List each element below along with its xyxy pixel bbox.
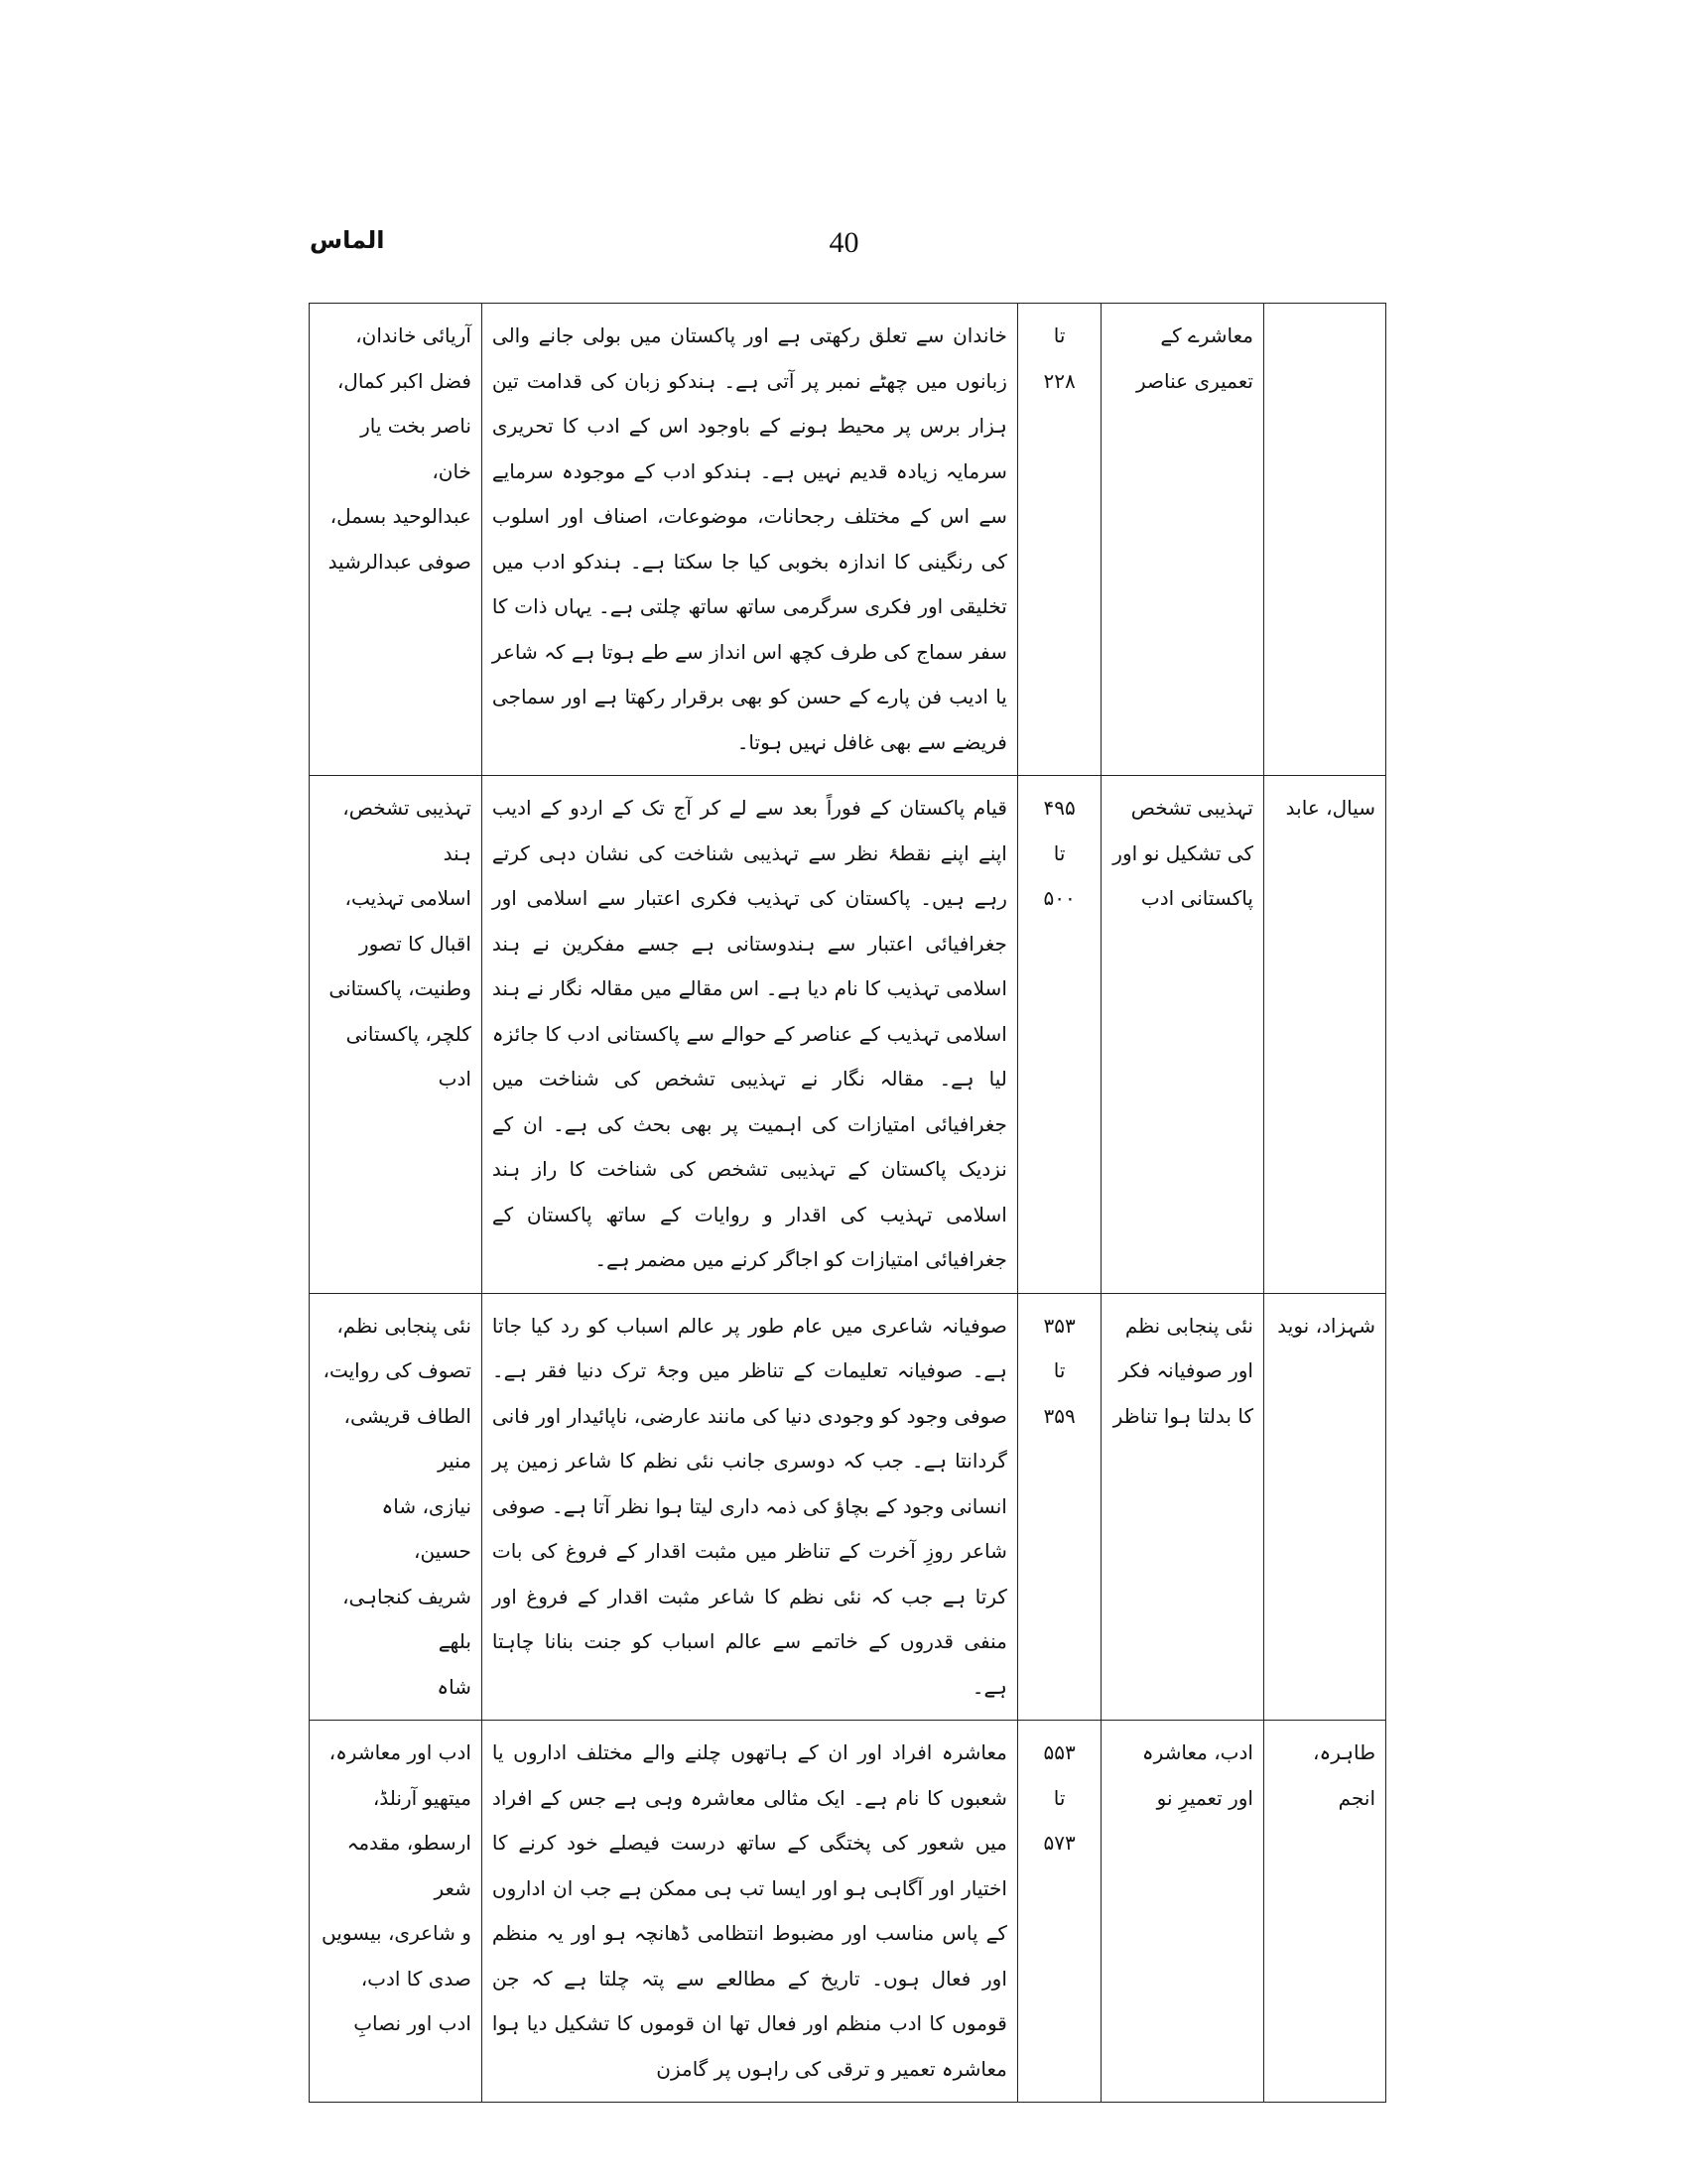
keyword-line: تصوف کی روایت، xyxy=(323,1358,471,1382)
author-cell: سیال، عابد xyxy=(1263,776,1385,1294)
keyword-line: ادب اور معاشرہ، xyxy=(328,1740,471,1764)
title-cell: معاشرے کے تعمیری عناصر xyxy=(1102,304,1264,776)
keywords-cell xyxy=(310,1293,482,1721)
pages-line: ۵۰۰ xyxy=(1043,886,1076,910)
page-number: 40 xyxy=(829,226,859,259)
author-cell: طاہرہ، انجم xyxy=(1263,1721,1385,2103)
table-row xyxy=(310,1293,1386,1721)
keyword-line: میتھیو آرنلڈ، xyxy=(372,1785,471,1810)
abstract-cell: صوفیانہ شاعری میں عام طور پر عالم اسباب کو رد کیا جاتا ہے۔ صوفیانہ تعلیمات کے تناظر میں وجۂ ترک دنیا فقر ہے۔ صوفی وجود کو وجودی دنیا کی مانند عارضی، ناپائیدار اور فانی گردانتا ہے۔ جب کہ دوسری جانب نئی نظم کا شاعر زمین پر انسانی وجود کے بچاؤ کی ذمہ داری لیتا ہوا نظر آتا ہے۔ صوفی شاعر روزِ آخرت کے تناظر میں مثبت اقدار کے فروغ کی بات کرتا ہے جب کہ نئی نظم کا شاعر مثبت اقدار کے فروغ اور منفی قدروں کے خاتمے سے عالم اسباب کو جنت بنانا چاہتا ہے۔ xyxy=(481,1293,1017,1721)
keyword-line: فضل اکبر کمال، xyxy=(336,368,471,393)
abstract-cell: قیام پاکستان کے فوراً بعد سے لے کر آج تک کے اردو کے ادیب اپنے اپنے نقطۂ نظر سے تہذیبی شناخت کی نشان دہی کرتے رہے ہیں۔ پاکستان کی تہذیب فکری اعتبار سے اسلامی اور جغرافیائی اعتبار سے ہندوستانی ہے جسے مفکرین نے ہند اسلامی تہذیب کا نام دیا ہے۔ اس مقالے میں مقالہ نگار نے ہند اسلامی تہذیب کے عناصر کے حوالے سے پاکستانی ادب کا جائزہ لیا ہے۔ مقالہ نگار نے تہذیبی تشخص کی شناخت میں جغرافیائی امتیازات کی اہمیت پر بھی بحث کی ہے۔ ان کے نزدیک پاکستان کے تہذیبی تشخص کی شناخت کا راز ہند اسلامی تہذیب کی اقدار و روایات کے ساتھ پاکستان کے جغرافیائی امتیازات کو اجاگر کرنے میں مضمر ہے۔ xyxy=(481,776,1017,1294)
abstract-cell: معاشرہ افراد اور ان کے ہاتھوں چلنے والے مختلف اداروں یا شعبوں کا نام ہے۔ ایک مثالی معاشرہ وہی ہے جس کے افراد میں شعور کی پختگی کے ساتھ درست فیصلے خود کرنے کا اختیار اور آگاہی ہو اور ایسا تب ہی ممکن ہے جب ان اداروں کے پاس مناسب اور مضبوط انتظامی ڈھانچہ ہو اور یہ منظم اور فعال ہوں۔ تاریخ کے مطالعے سے پتہ چلتا ہے کہ جن قوموں کا ادب منظم اور فعال تھا ان قوموں کا تشکیل دیا ہوا معاشرہ تعمیر و ترقی کی راہوں پر گامزن xyxy=(481,1721,1017,2103)
journal-name: الماس xyxy=(310,226,385,254)
keyword-line: آریائی خاندان، xyxy=(355,323,471,347)
keywords-cell xyxy=(310,776,482,1294)
table-row xyxy=(310,1721,1386,2103)
keyword-line: عبدالوحید بسمل، xyxy=(329,504,471,528)
title-cell: نئی پنجابی نظم اور صوفیانہ فکر کا بدلتا ہوا تناظر xyxy=(1102,1293,1264,1721)
keywords-cell xyxy=(310,1721,482,2103)
keywords-cell xyxy=(310,304,482,776)
pages-line: ۳۵۳ xyxy=(1043,1313,1076,1338)
pages-cell xyxy=(1017,1293,1101,1721)
pages-line: ۳۵۹ xyxy=(1043,1403,1076,1428)
keyword-line: کلچر، پاکستانی ادب xyxy=(345,1021,471,1091)
pages-line: تا xyxy=(1053,1358,1066,1382)
keyword-line: اقبال کا تصور xyxy=(358,931,471,956)
pages-cell xyxy=(1017,776,1101,1294)
author-cell: شہزاد، نوید xyxy=(1263,1293,1385,1721)
pages-line: ۴۹۵ xyxy=(1043,796,1076,820)
pages-line: تا xyxy=(1053,840,1066,865)
keyword-line: تہذیبی تشخص، ہند xyxy=(342,796,471,865)
title-cell: تہذیبی تشخص کی تشکیل نو اور پاکستانی ادب xyxy=(1102,776,1264,1294)
keyword-line: شریف کنجاہی، بلھے xyxy=(342,1584,471,1653)
table-row xyxy=(310,304,1386,776)
keyword-line: شاہ xyxy=(437,1674,471,1699)
pages-line: تا xyxy=(1053,323,1066,347)
pages-cell xyxy=(1017,304,1101,776)
table-row xyxy=(310,776,1386,1294)
pages-line: ۲۲۸ xyxy=(1043,368,1076,393)
keyword-line: و شاعری، بیسویں xyxy=(322,1921,471,1945)
keyword-line: ادب اور نصابِ xyxy=(353,2011,471,2035)
index-table xyxy=(309,303,1386,2103)
pages-line: ۵۷۳ xyxy=(1043,1831,1076,1855)
pages-line: ۵۵۳ xyxy=(1043,1740,1076,1764)
author-cell xyxy=(1263,304,1385,776)
keyword-line: الطاف قریشی، منیر xyxy=(343,1403,471,1473)
keyword-line: وطنیت، پاکستانی xyxy=(328,976,471,1000)
keyword-line: ارسطو، مقدمہ شعر xyxy=(346,1831,471,1900)
keyword-line: صدی کا ادب، xyxy=(360,1966,471,1991)
abstract-cell: خاندان سے تعلق رکھتی ہے اور پاکستان میں بولی جانے والی زبانوں میں چھٹے نمبر پر آتی ہے۔ ہندکو زبان کی قدامت تین ہزار برس پر محیط ہونے کے باوجود اس کے ادب کا تحریری سرمایہ زیادہ قدیم نہیں ہے۔ ہندکو ادب کے موجودہ سرمایے سے اس کے مختلف رجحانات، موضوعات، اصناف اور اسلوب کی رنگینی کا اندازہ بخوبی کیا جا سکتا ہے۔ ہندکو ادب میں تخلیقی اور فکری سرگرمی ساتھ ساتھ چلتی ہے۔ یہاں ذات کا سفر سماج کی طرف کچھ اس انداز سے طے ہوتا ہے کہ شاعر یا ادیب فن پارے کے حسن کو بھی برقرار رکھتا ہے اور سماجی فریضے سے بھی غافل نہیں ہوتا۔ xyxy=(481,304,1017,776)
keyword-line: ناصر بخت یار خان، xyxy=(360,414,471,483)
keyword-line: نیازی، شاہ حسین، xyxy=(381,1493,471,1563)
pages-line: تا xyxy=(1053,1785,1066,1810)
keyword-line: اسلامی تہذیب، xyxy=(344,886,471,910)
pages-cell xyxy=(1017,1721,1101,2103)
title-cell: ادب، معاشرہ اور تعمیرِ نو xyxy=(1102,1721,1264,2103)
keyword-line: نئی پنجابی نظم، xyxy=(336,1313,471,1338)
keyword-line: صوفی عبدالرشید xyxy=(327,549,471,574)
